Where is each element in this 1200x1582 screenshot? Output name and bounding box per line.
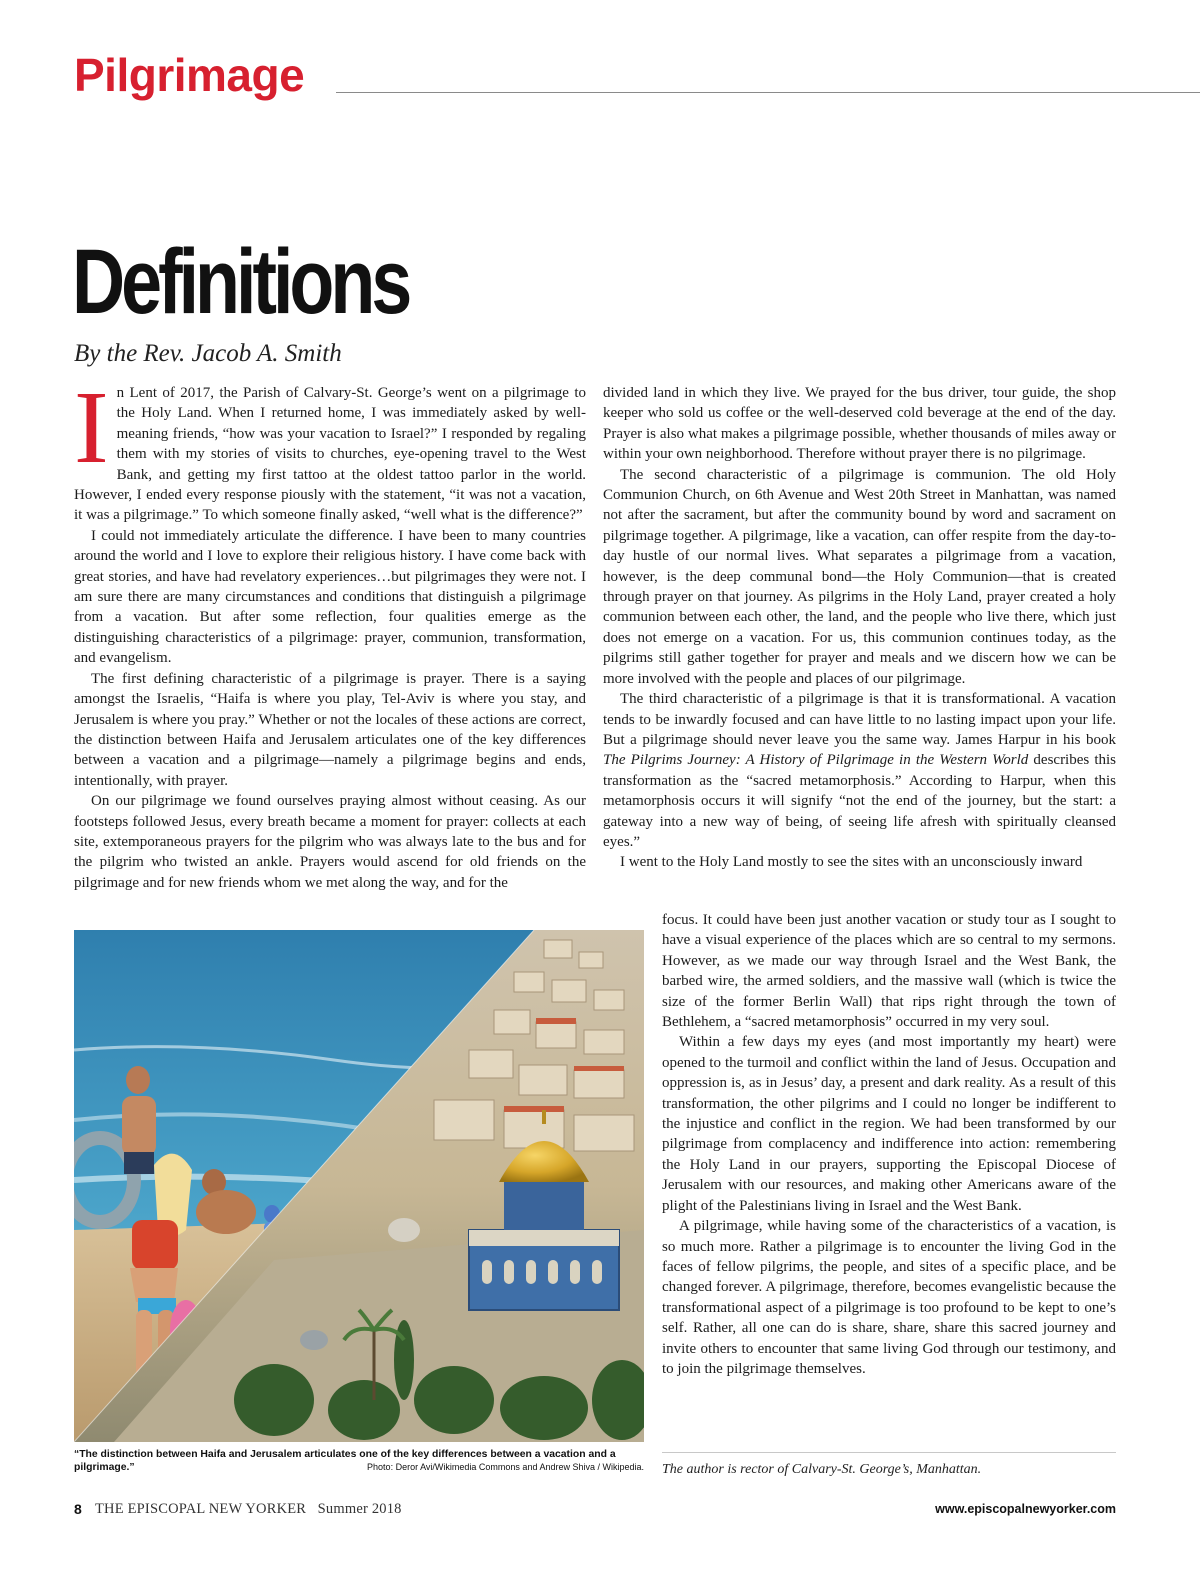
article-column-left [74,370,586,893]
article-paragraph: Within a few days my eyes (and most importantly my heart) were opened to the turmoil and conflict within the land of Jesus. Occupation and oppression is, as in Jesus’ day, a present and dark reality. As a result of this transformation, the other pilgrims and I could no longer be indifferent to the injustice and conflict in the region. We had been transformed by our pilgrimage from complacency and indifference into action: remembering the Holy Land in our prayers, supporting the Episcopal Diocese of Jerusalem with our resources, and making other Americans aware of the plight of the Palestinians living in Israel and the West Bank. [662,1034,1116,1214]
article-byline: By the Rev. Jacob A. Smith [74,340,342,367]
book-title: The Pilgrims Journey: A History of Pilgrimage in the Western World [603,752,1029,769]
page-footer [74,1499,1116,1519]
article-paragraph: The third characteristic of a pilgrimage is that it is transformational. A vacation tends to be inwardly focused and can have little to no lasting impact upon your life. But a pilgrimage should never leave you the same way. James Harpur in his book The Pilgrims Journey: A History of Pilgrimage in the Western World describes this transformation as the “sacred metamorphosis.” According to Harpur, when this metamorphosis occurs it will signify “not the end of the journey, but the start: a gateway into a new way of being, of seeing life afresh with spiritually cleansed eyes.” [603,691,1117,850]
article-paragraph: divided land in which they live. We prayed for the bus driver, tour guide, the shop keeper who sold us coffee or the well-deserved cold beverage at the end of the day. Prayer is also what makes a pilgrimage possible, whether thousands of miles away or within your own neighborhood. Therefore without prayer there is no pilgrimage. [603,385,1116,463]
photo-composite [74,930,644,1442]
article-photo [74,930,644,1442]
article-paragraph: I went to the Holy Land mostly to see the sites with an unconsciously inward [620,854,1083,871]
article-column-right-top [603,383,1116,873]
article-column-right-bottom [662,910,1116,1379]
section-rule [336,92,1200,93]
article-paragraph: A pilgrimage, while having some of the characteristics of a vacation, is so much more. Rather a pilgrimage is to encounter the living God in the faces of fellow pilgrims, the people, and sites of a specific place, and be changed forever. A pilgrimage, therefore, becomes evangelistic because the transformational aspect of a pilgrimage is too profound to be kept to one’s self. Rather, all one can do is share, share, share this sacred journey and invite others to encounter that same living God through our testimony, and to join the pilgrimage themselves. [662,1218,1116,1377]
issue-date: Summer 2018 [317,1501,402,1517]
photo-caption [74,1448,644,1474]
website-link[interactable]: www.episcopalnewyorker.com [935,1502,1116,1516]
section-title: Pilgrimage [74,49,305,101]
section-header [74,50,1200,102]
caption-quote: “The distinction between Haifa and Jerusalem articulates one of the key differences between a vacation and a pilgrimage.” [74,1449,616,1473]
article-headline: Definitions [72,231,409,333]
article-paragraph: The second characteristic of a pilgrimage is communion. The old Holy Communion Church, on 6th Avenue and West 20th Street in Manhattan, was named not after the sacrament, but after the community bound by word and sacrament on pilgrimage together. A pilgrimage, like a vacation, can offer respite from the day-to-day hustle of our normal lives. What separates a pilgrimage from a vacation, however, is the deep communal bond—the Holy Communion—that is created through prayer on that journey. As pilgrims in the Holy Land, prayer created a holy communion between each other, the land, and the people who live there, which just does not emerge on a vacation. For us, this communion continues today, as the pilgrims still gather together for prayer and meals and we discern how we can be more involved with the people and places of our pilgrimage. [603,466,1116,687]
author-note-rule [662,1452,1116,1453]
publication-issue [95,1499,402,1519]
article-paragraph: The first defining characteristic of a pilgrimage is prayer. There is a saying amongst the Israelis, “Haifa is where you play, Tel-Aviv is where you stay, and Jerusalem is where you pray.” Whether or not the locales of these actions are correct, the distinction between Haifa and Jerusalem articulates one of the key differences between a vacation and a pilgrimage—namely a pilgrimage begins and ends, intentionally, with prayer. [74,670,586,789]
article-paragraph: On our pilgrimage we found ourselves praying almost without ceasing. As our footsteps followed Jesus, every breath became a moment for prayer: collects at each site, extemporaneous prayers for the pilgrim who was always late to the bus and for the pilgrim who twisted an ankle. Prayers would ascend for old friends on the pilgrimage and for new friends whom we met along the way, and for the [74,793,586,891]
photo-credit: Photo: Deror Avi/Wikimedia Commons and Andrew Shiva / Wikipedia. [367,1462,644,1472]
publication-name: THE EPISCOPAL NEW YORKER [95,1501,307,1517]
article-paragraph: focus. It could have been just another vacation or study tour as I sought to have a visual experience of the places which are so central to my sermons. However, as we made our way through Israel and the West Bank, the barbed wire, the armed soldiers, and the massive wall (which is twice the size of the former Berlin Wall) that rips right through the town of Bethlehem, a “sacred metamorphosis” occurred in my very soul. [662,912,1116,1031]
article-paragraph: I could not immediately articulate the difference. I have been to many countries around the world and I love to explore their religious history. I have come back with great stories, and have had revelatory experiences…but pilgrimages they were not. I am sure there are many circumstances and conditions that distinguish a pilgrimage from a vacation. But after some reflection, four qualities emerge as the distinguishing characteristics of a pilgrimage: prayer, communion, transformation, and evangelism. [74,527,586,667]
drop-cap: I [74,370,109,485]
author-note: The author is rector of Calvary-St. George’s, Manhattan. [662,1462,982,1477]
article-paragraph: In Lent of 2017, the Parish of Calvary-St. George’s went on a pilgrimage to the Holy Land. When I returned home, I was immediately asked by well-meaning friends, “how was your vacation to Israel?” I responded by regaling them with my stories of visits to churches, eye-opening travel to the West Bank, and getting my first tattoo at the oldest tattoo parlor in the world. However, I ended every response piously with the statement, “it was not a vacation, it was a pilgrimage.” To which someone finally asked, “well what is the difference?” [74,370,586,524]
page-number: 8 [74,1501,82,1517]
